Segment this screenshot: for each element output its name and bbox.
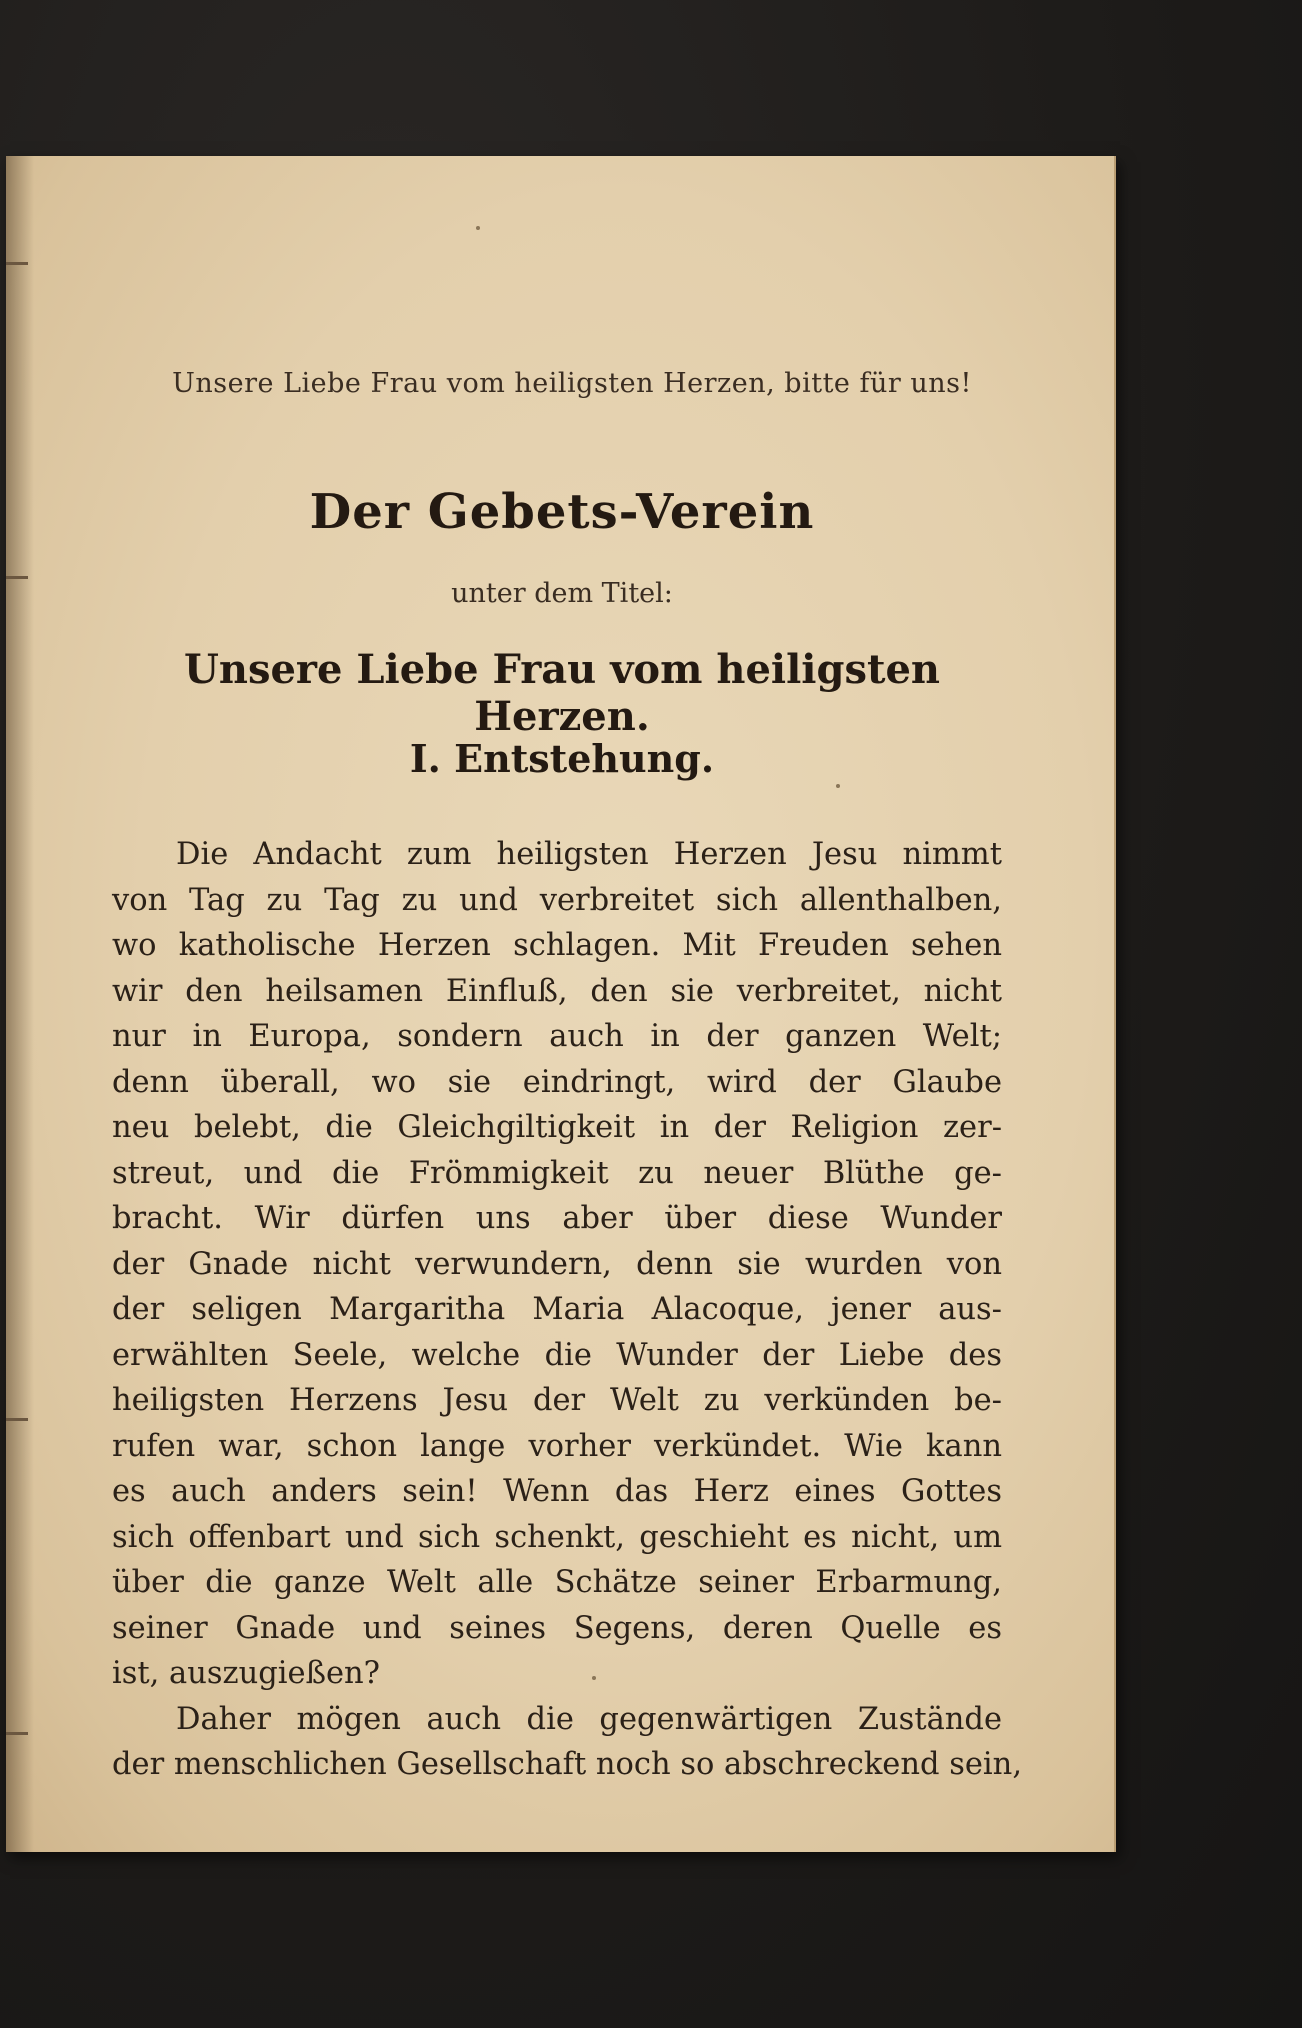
society-title: Unsere Liebe Frau vom heiligsten Herzen. [184,646,940,740]
text-line: bracht. Wir dürfen uns aber über diese Wunder [112,1201,1002,1236]
text-line: erwählten Seele, welche die Wunder der Liebe des [112,1337,1002,1373]
text-line: Die Andacht zum heiligsten Herzen Jesu nimmt [176,837,1002,872]
body-text [112,832,1023,1788]
text-line: von Tag zu Tag zu und verbreitet sich allenthalben, [112,882,1002,918]
text-line: wir den heilsamen Einfluß, den sie verbreitet, nicht [112,973,1002,1009]
paper-speck [836,784,840,788]
spine-shadow [6,156,34,1852]
text-line: sich offenbart und sich schenkt, geschieht es nicht, um [112,1519,1002,1555]
text-line: über die ganze Welt alle Schätze seiner Erbarmung, [112,1565,1002,1600]
text-line: seiner Gnade und seines Segens, deren Quelle es [112,1610,1002,1646]
paper-speck [476,226,480,230]
page-subtitle: unter dem Titel: [451,578,673,609]
running-header: Unsere Liebe Frau vom heiligsten Herzen, bitte für uns! [172,368,972,399]
text-line: neu belebt, die Gleichgiltigkeit in der Religion zer- [112,1110,1002,1145]
text-line: nur in Europa, sondern auch in der ganzen Welt; [112,1019,1002,1054]
text-line: es auch anders sein! Wenn das Herz eines Gottes [112,1474,1002,1509]
text-line: rufen war, schon lange vorher verkündet. Wie kann [112,1428,1002,1464]
text-line: denn überall, wo sie eindringt, wird der Glaube [112,1064,1002,1100]
text-line: streut, und die Frömmigkeit zu neuer Blüthe ge- [112,1155,1002,1191]
text-line: der Gnade nicht verwundern, denn sie wurden von [112,1246,1002,1282]
text-line: der seligen Margaritha Maria Alacoque, jener aus- [112,1292,1002,1327]
book-page [6,156,1116,1852]
text-line: heiligsten Herzens Jesu der Welt zu verkünden be- [112,1383,1002,1418]
page-edge-mark [6,1732,28,1735]
text-line: Daher mögen auch die gegenwärtigen Zustände [176,1701,1002,1737]
page-edge-mark [6,262,28,265]
page-edge-mark [6,1418,28,1421]
text-line: der menschlichen Gesellschaft noch so abschreckend sein, [112,1747,1023,1782]
paper-speck [592,1676,596,1680]
page-title: Der Gebets-Verein [309,484,815,540]
section-heading: I. Entstehung. [409,736,715,781]
text-line: wo katholische Herzen schlagen. Mit Freuden sehen [112,928,1002,963]
text-line: ist, auszugießen? [112,1656,380,1691]
page-edge-mark [6,576,28,579]
